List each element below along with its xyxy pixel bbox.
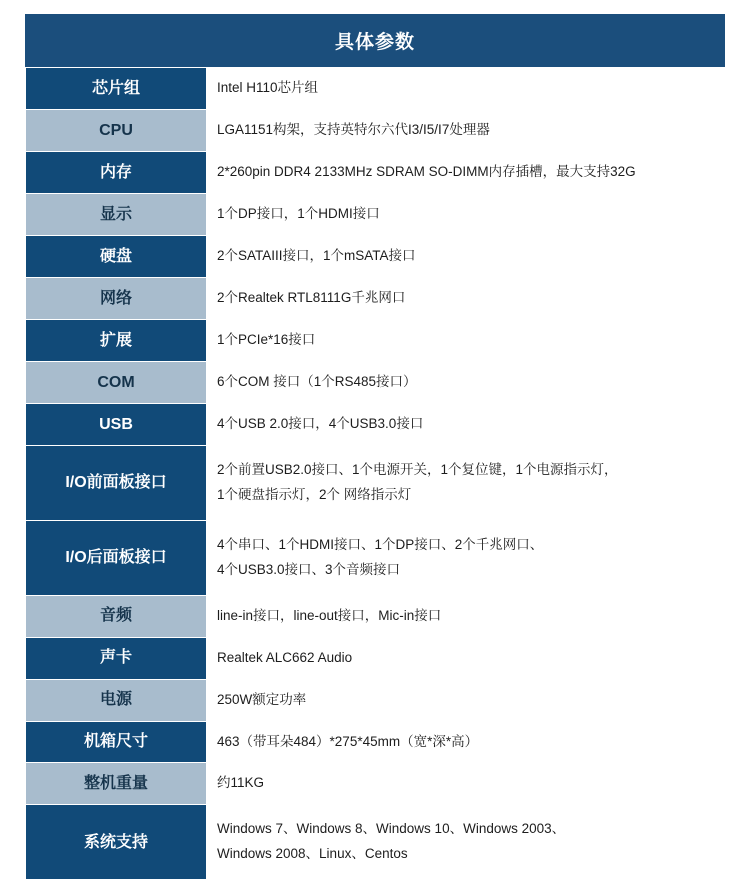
table-row bbox=[26, 361, 725, 403]
table-row bbox=[26, 595, 725, 637]
spec-value-line: Realtek ALC662 Audio bbox=[217, 649, 353, 665]
specification-table bbox=[25, 67, 725, 880]
spec-value bbox=[207, 193, 725, 235]
spec-value-line: line-in接口，line-out接口，Mic-in接口 bbox=[217, 607, 442, 623]
spec-label: USB bbox=[26, 403, 207, 445]
spec-value bbox=[207, 151, 725, 193]
table-row bbox=[26, 637, 725, 679]
spec-label: COM bbox=[26, 361, 207, 403]
spec-label: 机箱尺寸 bbox=[26, 721, 207, 763]
spec-value-line: 2个SATAIII接口，1个mSATA接口 bbox=[217, 247, 416, 263]
spec-value-line: 2*260pin DDR4 2133MHz SDRAM SO-DIMM内存插槽，最大支持32G bbox=[217, 163, 636, 179]
table-row bbox=[26, 520, 725, 595]
table-row bbox=[26, 235, 725, 277]
spec-value bbox=[207, 520, 725, 595]
spec-value-line: 1个硬盘指示灯，2个 网络指示灯 bbox=[217, 486, 412, 502]
spec-label: I/O前面板接口 bbox=[26, 445, 207, 520]
spec-value-line: 约11KG bbox=[217, 775, 265, 791]
spec-value bbox=[207, 763, 725, 805]
table-row bbox=[26, 679, 725, 721]
spec-label: 音频 bbox=[26, 595, 207, 637]
spec-label: 内存 bbox=[26, 151, 207, 193]
spec-label: 系统支持 bbox=[26, 805, 207, 880]
spec-value-line: 4个USB 2.0接口，4个USB3.0接口 bbox=[217, 415, 424, 431]
spec-label: I/O后面板接口 bbox=[26, 520, 207, 595]
table-row bbox=[26, 805, 725, 880]
table-row bbox=[26, 277, 725, 319]
spec-value-line: 250W额定功率 bbox=[217, 691, 307, 707]
table-row bbox=[26, 319, 725, 361]
spec-value bbox=[207, 235, 725, 277]
spec-value bbox=[207, 595, 725, 637]
table-row bbox=[26, 721, 725, 763]
spec-value bbox=[207, 637, 725, 679]
spec-label: 网络 bbox=[26, 277, 207, 319]
spec-label: 电源 bbox=[26, 679, 207, 721]
spec-value bbox=[207, 361, 725, 403]
table-row bbox=[26, 193, 725, 235]
table-row bbox=[26, 151, 725, 193]
page-title: 具体参数 bbox=[25, 14, 725, 67]
spec-table-body bbox=[26, 68, 725, 880]
spec-value-line: LGA1151构架，支持英特尔六代I3/I5/I7处理器 bbox=[217, 121, 490, 137]
spec-sheet bbox=[25, 0, 725, 880]
spec-label: 声卡 bbox=[26, 637, 207, 679]
spec-value bbox=[207, 319, 725, 361]
spec-label: 显示 bbox=[26, 193, 207, 235]
spec-value bbox=[207, 68, 725, 110]
spec-label: CPU bbox=[26, 109, 207, 151]
spec-value-line: 6个COM 接口（1个RS485接口） bbox=[217, 373, 417, 389]
spec-value bbox=[207, 403, 725, 445]
spec-value-line: 4个USB3.0接口、3个音频接口 bbox=[217, 561, 401, 577]
spec-value bbox=[207, 679, 725, 721]
table-row bbox=[26, 109, 725, 151]
spec-value-line: 4个串口、1个HDMI接口、1个DP接口、2个千兆网口、 bbox=[217, 536, 544, 552]
spec-value-line: Windows 7、Windows 8、Windows 10、Windows 2003、 bbox=[217, 821, 566, 837]
spec-value-line: 463（带耳朵484）*275*45mm（宽*深*高） bbox=[217, 733, 479, 749]
spec-label: 整机重量 bbox=[26, 763, 207, 805]
spec-value-line: 1个PCIe*16接口 bbox=[217, 331, 316, 347]
spec-value-line: 2个前置USB2.0接口、1个电源开关，1个复位键，1个电源指示灯， bbox=[217, 461, 618, 477]
spec-value-line: Intel H110芯片组 bbox=[217, 80, 319, 95]
spec-value-line: Windows 2008、Linux、Centos bbox=[217, 846, 408, 862]
spec-value-line: 2个Realtek RTL8111G千兆网口 bbox=[217, 289, 406, 305]
table-row bbox=[26, 68, 725, 110]
spec-label: 扩展 bbox=[26, 319, 207, 361]
spec-value bbox=[207, 721, 725, 763]
table-row bbox=[26, 445, 725, 520]
table-row bbox=[26, 763, 725, 805]
spec-value bbox=[207, 445, 725, 520]
spec-label: 芯片组 bbox=[26, 68, 207, 110]
spec-value bbox=[207, 805, 725, 880]
spec-value bbox=[207, 109, 725, 151]
spec-label: 硬盘 bbox=[26, 235, 207, 277]
spec-value bbox=[207, 277, 725, 319]
table-row bbox=[26, 403, 725, 445]
spec-value-line: 1个DP接口，1个HDMI接口 bbox=[217, 205, 380, 221]
